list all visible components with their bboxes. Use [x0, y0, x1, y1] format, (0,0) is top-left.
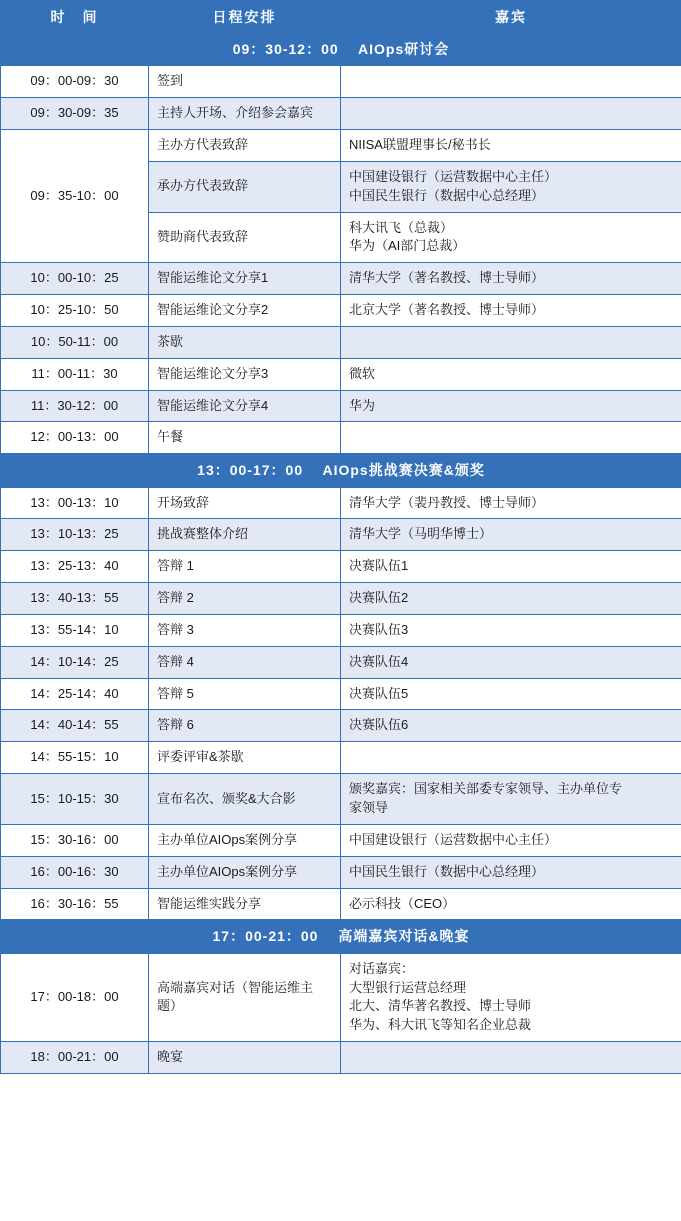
- row-time: 15：10-15：30: [1, 774, 149, 825]
- row-guest: 清华大学（裴丹教授、博士导师）: [341, 487, 681, 519]
- row-guest-line: 对话嘉宾：: [349, 960, 415, 976]
- row-time: 10：25-10：50: [1, 295, 149, 327]
- table-row: [1, 856, 681, 888]
- row-agenda: 主办单位AIOps案例分享: [149, 856, 341, 888]
- table-row: [1, 710, 681, 742]
- column-header-time: 时 间: [1, 1, 149, 33]
- row-guest-line: 大型银行运营总经理: [349, 979, 467, 995]
- table-row: [1, 742, 681, 774]
- row-agenda: 答辩 2: [149, 583, 341, 615]
- section-header-afternoon: [1, 454, 681, 487]
- row-guest: [341, 422, 681, 454]
- section-header-morning: [1, 33, 681, 66]
- row-guest-line: 中国建设银行（运营数据中心主任）: [349, 168, 558, 184]
- row-time: 14：40-14：55: [1, 710, 149, 742]
- row-time: 18：00-21：00: [1, 1042, 149, 1074]
- row-agenda: 答辩 1: [149, 551, 341, 583]
- row-agenda: 答辩 4: [149, 646, 341, 678]
- row-agenda: [149, 953, 341, 1041]
- table-row: [1, 295, 681, 327]
- table-row: [1, 326, 681, 358]
- row-guest: 北京大学（著名教授、博士导师）: [341, 295, 681, 327]
- table-row: [1, 678, 681, 710]
- row-time: 14：10-14：25: [1, 646, 149, 678]
- row-agenda: 宣布名次、颁奖&大合影: [149, 774, 341, 825]
- table-row: [1, 422, 681, 454]
- section-header-evening: [1, 920, 681, 953]
- row-time: 10：50-11：00: [1, 326, 149, 358]
- row-guest-line: 华为（AI部门总裁）: [349, 238, 466, 254]
- row-guest: 清华大学（著名教授、博士导师）: [341, 263, 681, 295]
- row-guest-line: 颁奖嘉宾：国家相关部委专家领导、主办单位专: [349, 781, 623, 797]
- table-row: [1, 390, 681, 422]
- row-time: 16：30-16：55: [1, 888, 149, 920]
- row-guest: 决赛队伍4: [341, 646, 681, 678]
- row-agenda: 智能运维论文分享3: [149, 358, 341, 390]
- row-time: 13：40-13：55: [1, 583, 149, 615]
- table-row: [1, 646, 681, 678]
- row-time: 11：00-11：30: [1, 358, 149, 390]
- row-agenda-line: 题）: [157, 998, 184, 1014]
- row-guest: 决赛队伍3: [341, 614, 681, 646]
- row-agenda: 茶歇: [149, 326, 341, 358]
- row-guest: [341, 212, 681, 263]
- row-agenda: 主持人开场、介绍参会嘉宾: [149, 98, 341, 130]
- section-header-evening-label: 17：00-21：00 高端嘉宾对话&晚宴: [1, 920, 681, 953]
- row-time: 16：00-16：30: [1, 856, 149, 888]
- row-agenda: 午餐: [149, 422, 341, 454]
- column-header-guest: 嘉宾: [341, 1, 681, 33]
- row-time: 14：55-15：10: [1, 742, 149, 774]
- row-agenda: 挑战赛整体介绍: [149, 519, 341, 551]
- row-agenda-line: 高端嘉宾对话（智能运维主: [157, 979, 314, 995]
- row-time-merged: 09：35-10：00: [1, 129, 149, 262]
- row-time: 17：00-18：00: [1, 953, 149, 1041]
- row-guest: 决赛队伍1: [341, 551, 681, 583]
- table-row: [1, 888, 681, 920]
- row-time: 14：25-14：40: [1, 678, 149, 710]
- row-agenda: 赞助商代表致辞: [149, 212, 341, 263]
- table-header-row: [1, 1, 681, 33]
- row-time: 09：30-09：35: [1, 98, 149, 130]
- table-row: [1, 551, 681, 583]
- row-time: 13：00-13：10: [1, 487, 149, 519]
- table-row: [1, 263, 681, 295]
- table-row: [1, 824, 681, 856]
- row-guest: 中国民生银行（数据中心总经理）: [341, 856, 681, 888]
- row-guest: [341, 326, 681, 358]
- row-agenda: 开场致辞: [149, 487, 341, 519]
- row-agenda: 签到: [149, 66, 341, 98]
- row-time: 11：30-12：00: [1, 390, 149, 422]
- row-guest: 清华大学（马明华博士）: [341, 519, 681, 551]
- table-row: [1, 487, 681, 519]
- row-agenda: 承办方代表致辞: [149, 161, 341, 212]
- row-time: 13：25-13：40: [1, 551, 149, 583]
- row-agenda: 智能运维论文分享4: [149, 390, 341, 422]
- row-agenda: 智能运维论文分享2: [149, 295, 341, 327]
- row-guest: 决赛队伍2: [341, 583, 681, 615]
- row-guest: [341, 742, 681, 774]
- row-guest: 决赛队伍5: [341, 678, 681, 710]
- row-agenda: 主办单位AIOps案例分享: [149, 824, 341, 856]
- row-guest: [341, 774, 681, 825]
- table-row: [1, 519, 681, 551]
- row-guest: 决赛队伍6: [341, 710, 681, 742]
- row-guest-line: 华为、科大讯飞等知名企业总裁: [349, 1017, 532, 1033]
- section-header-afternoon-label: 13：00-17：00 AIOps挑战赛决赛&颁奖: [1, 454, 681, 487]
- row-agenda: 晚宴: [149, 1042, 341, 1074]
- table-row: [1, 774, 681, 825]
- section-header-morning-label: 09：30-12：00 AIOps研讨会: [1, 33, 681, 66]
- row-guest: [341, 953, 681, 1041]
- table-row: [1, 129, 681, 161]
- row-guest: [341, 161, 681, 212]
- table-row: [1, 98, 681, 130]
- table-row: [1, 358, 681, 390]
- row-guest: 必示科技（CEO）: [341, 888, 681, 920]
- row-guest: 微软: [341, 358, 681, 390]
- row-guest-line: 中国民生银行（数据中心总经理）: [349, 187, 545, 203]
- table-row: [1, 66, 681, 98]
- row-time: 13：55-14：10: [1, 614, 149, 646]
- row-guest: 中国建设银行（运营数据中心主任）: [341, 824, 681, 856]
- row-agenda: 答辩 5: [149, 678, 341, 710]
- row-time: 10：00-10：25: [1, 263, 149, 295]
- table-row: [1, 1042, 681, 1074]
- table-row: [1, 614, 681, 646]
- row-time: 13：10-13：25: [1, 519, 149, 551]
- row-agenda: 智能运维实践分享: [149, 888, 341, 920]
- row-agenda: 评委评审&茶歇: [149, 742, 341, 774]
- row-guest-line: 北大、清华著名教授、博士导师: [349, 998, 532, 1014]
- table-row: [1, 583, 681, 615]
- row-agenda: 答辩 3: [149, 614, 341, 646]
- row-guest-line: 科大讯飞（总裁）: [349, 219, 454, 235]
- row-agenda: 主办方代表致辞: [149, 129, 341, 161]
- row-time: 15：30-16：00: [1, 824, 149, 856]
- column-header-agenda: 日程安排: [149, 1, 341, 33]
- row-guest: [341, 98, 681, 130]
- row-agenda: 答辩 6: [149, 710, 341, 742]
- row-guest-line: 家领导: [349, 800, 389, 815]
- row-guest: [341, 66, 681, 98]
- row-guest: [341, 1042, 681, 1074]
- table-row: [1, 953, 681, 1041]
- row-agenda: 智能运维论文分享1: [149, 263, 341, 295]
- row-time: 12：00-13：00: [1, 422, 149, 454]
- row-guest: 华为: [341, 390, 681, 422]
- row-time: 09：00-09：30: [1, 66, 149, 98]
- row-guest: NIISA联盟理事长/秘书长: [341, 129, 681, 161]
